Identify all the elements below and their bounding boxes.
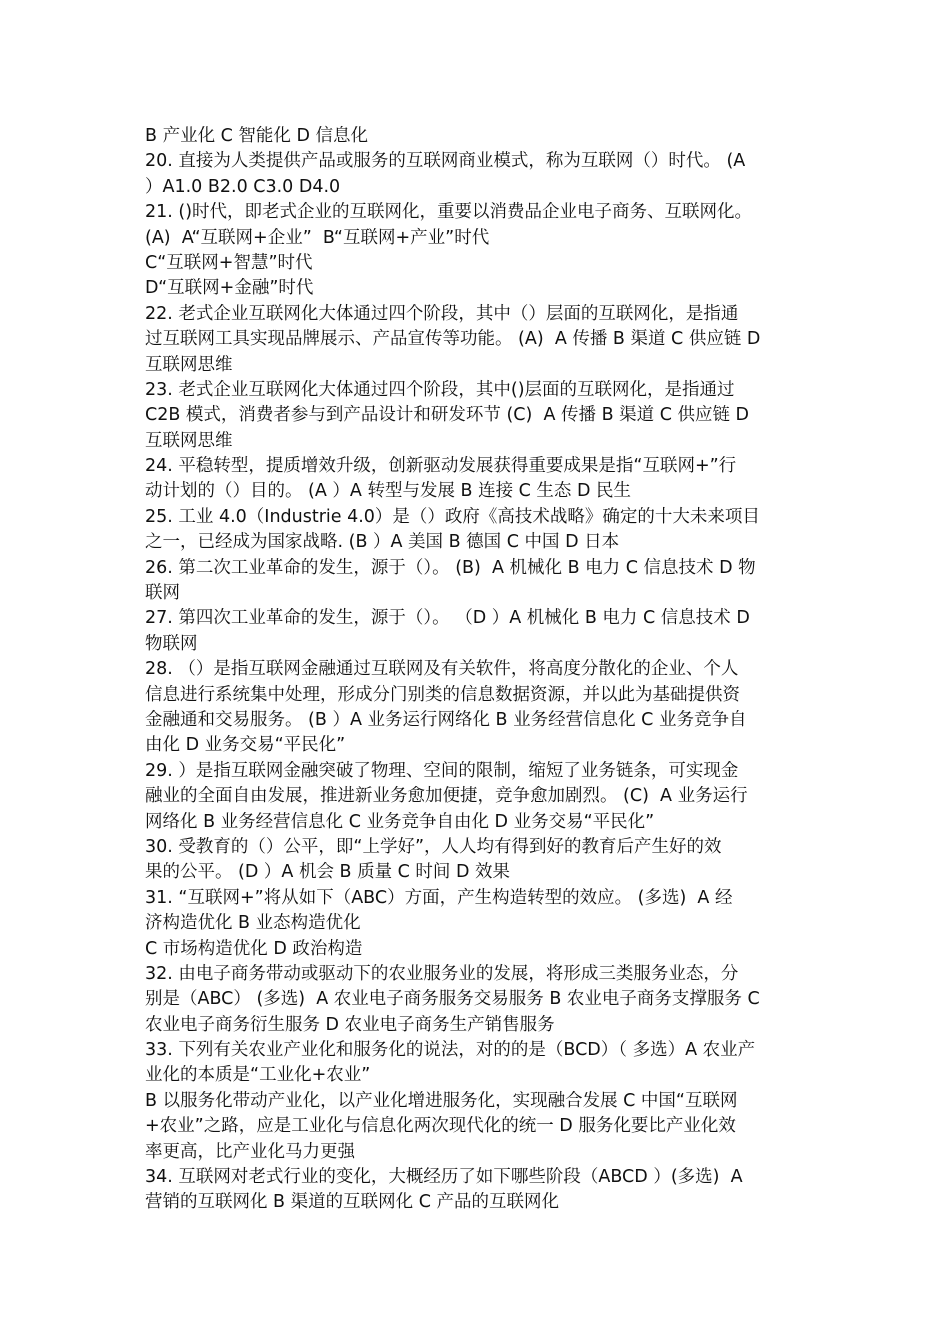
text-line: 25. 工业 4.0（Industrie 4.0）是（）政府《高技术战略》确定的十大未来项目 xyxy=(145,506,760,527)
text-line: 联网 xyxy=(145,583,180,604)
text-line: 23. 老式企业互联网化大体通过四个阶段，其中()层面的互联网化，是指通过 xyxy=(145,379,735,400)
text-line: +农业”之路，应是工业化与信息化两次现代化的统一 D 服务化要比产业化效 xyxy=(145,1116,736,1137)
text-line: 业化的本质是“工业化+农业” xyxy=(145,1065,371,1086)
text-line: B 以服务化带动产业化，以产业化增进服务化，实现融合发展 C 中国“互联网 xyxy=(145,1090,738,1111)
text-line: 29. ）是指互联网金融突破了物理、空间的限制，缩短了业务链条，可实现金 xyxy=(145,760,739,781)
text-line: 动计划的（）目的。 (A ）A 转型与发展 B 连接 C 生态 D 民生 xyxy=(145,481,632,502)
text-line: 互联网思维 xyxy=(145,354,233,375)
text-line: 营销的互联网化 B 渠道的互联网化 C 产品的互联网化 xyxy=(145,1192,559,1213)
text-line: ）A1.0 B2.0 C3.0 D4.0 xyxy=(145,176,341,197)
text-line: 互联网思维 xyxy=(145,430,233,451)
text-line: 融业的全面自由发展，推进新业务愈加便捷，竞争愈加剧烈。 (C) A 业务运行 xyxy=(145,786,748,807)
text-line: 21. ()时代，即老式企业的互联网化，重要以消费品企业电子商务、互联网化。 xyxy=(145,202,753,223)
text-line: C“互联网+智慧”时代 xyxy=(145,252,313,273)
text-line: 果的公平。 (D ）A 机会 B 质量 C 时间 D 效果 xyxy=(145,862,511,883)
text-line: 26. 第二次工业革命的发生，源于（）。 (B) A 机械化 B 电力 C 信息技术 D 物 xyxy=(145,557,756,578)
text-line: 33. 下列有关农业产业化和服务化的说法，对的的是（BCD）（ 多选）A 农业产 xyxy=(145,1040,756,1061)
text-line: D“互联网+金融”时代 xyxy=(145,278,314,299)
text-line: C 市场构造优化 D 政治构造 xyxy=(145,938,363,959)
text-line: C2B 模式，消费者参与到产品设计和研发环节 (C) A 传播 B 渠道 C 供应链 D xyxy=(145,405,750,426)
text-line: 28. （）是指互联网金融通过互联网及有关软件，将高度分散化的企业、个人 xyxy=(145,659,739,680)
document-text xyxy=(145,124,810,1216)
text-line: 别是（ABC） (多选) A 农业电子商务服务交易服务 B 农业电子商务支撑服务 C xyxy=(145,989,760,1010)
text-line: 34. 互联网对老式行业的变化，大概经历了如下哪些阶段（ABCD ）(多选) A xyxy=(145,1167,743,1188)
text-line: 22. 老式企业互联网化大体通过四个阶段，其中（）层面的互联网化，是指通 xyxy=(145,303,739,324)
text-line: 率更高，比产业化马力更强 xyxy=(145,1141,355,1162)
text-line: 24. 平稳转型，提质增效升级，创新驱动发展获得重要成果是指“互联网+”行 xyxy=(145,456,737,477)
text-line: 物联网 xyxy=(145,633,198,654)
text-line: 济构造优化 B 业态构造优化 xyxy=(145,913,361,934)
text-line: 网络化 B 业务经营信息化 C 业务竞争自由化 D 业务交易“平民化” xyxy=(145,811,655,832)
text-line: 20. 直接为人类提供产品或服务的互联网商业模式，称为互联网（）时代。 (A xyxy=(145,151,746,172)
text-line: 由化 D 业务交易“平民化” xyxy=(145,735,346,756)
text-line: 金融通和交易服务。 (B ）A 业务运行网络化 B 业务经营信息化 C 业务竞争自 xyxy=(145,709,747,730)
text-line: B 产业化 C 智能化 D 信息化 xyxy=(145,126,369,146)
text-line: 27. 第四次工业革命的发生，源于（）。 （D ）A 机械化 B 电力 C 信息技术 D xyxy=(145,608,750,629)
text-line: 31. “互联网+”将从如下（ABC）方面，产生构造转型的效应。 (多选) A 经 xyxy=(145,887,733,908)
text-line: 过互联网工具实现品牌展示、产品宣传等功能。 (A) A 传播 B 渠道 C 供应链 D xyxy=(145,329,761,350)
text-line: 信息进行系统集中处理，形成分门别类的信息数据资源，并以此为基础提供资 xyxy=(145,684,740,705)
text-line: 农业电子商务衍生服务 D 农业电子商务生产销售服务 xyxy=(145,1014,555,1035)
text-line: 30. 受教育的（）公平，即“上学好”，人人均有得到好的教育后产生好的效 xyxy=(145,836,722,857)
text-line: (A) A“互联网+企业” B“互联网+产业”时代 xyxy=(145,227,490,248)
text-line: 32. 由电子商务带动或驱动下的农业服务业的发展，将形成三类服务业态，分 xyxy=(145,963,739,984)
text-line: 之一，已经成为国家战略. (B ）A 美国 B 德国 C 中国 D 日本 xyxy=(145,532,620,553)
